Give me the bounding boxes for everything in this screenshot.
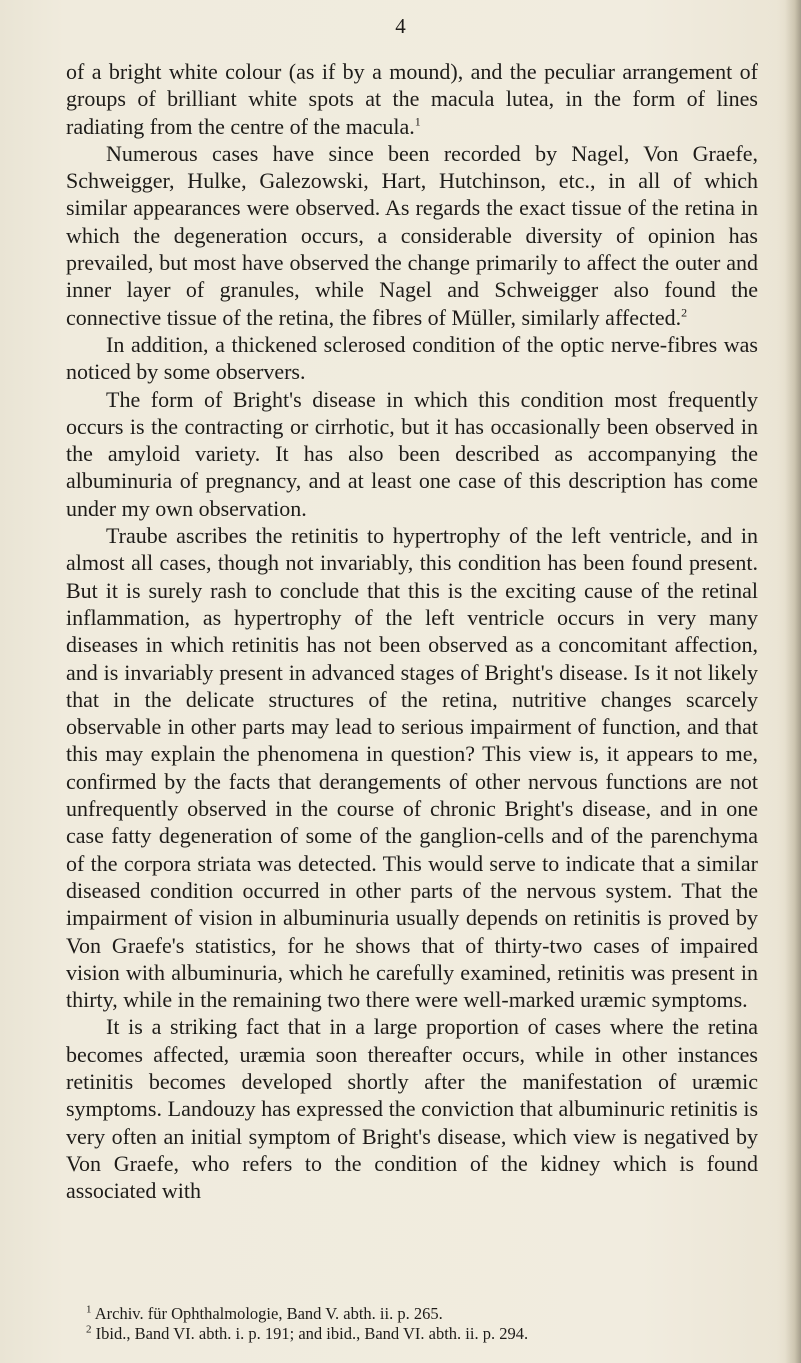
paragraph-3: In addition, a thickened sclerosed condition of the optic nerve-fibres was noticed by some observers. [66, 331, 758, 385]
paragraph-1 [66, 58, 758, 140]
footnote-2-mark: 2 [86, 1323, 92, 1336]
paragraph-4: The form of Bright's disease in which this condition most frequently occurs is the contracting or cirrhotic, but it has occasionally been observed in the amyloid variety. It has also been described as accompanying the albuminuria of pregnancy, and at least one case of this description has come under my own observation. [66, 386, 758, 521]
footnote-ref-2: 2 [681, 305, 688, 320]
paragraph-5: Traube ascribes the retinitis to hypertrophy of the left ventricle, and in almost all cases, though not invariably, this condition has been found present. But it is surely rash to conclude that this is the exciting cause of the retinal inflammation, as hypertrophy of the left ventricle occurs in very many diseases in which retinitis has not been observed as a concomitant affection, and is invariably present in advanced stages of Bright's disease. Is it not likely that in the delicate structures of the retina, nutritive changes scarcely observable in other parts may lead to serious impairment of function, and that this may explain the phenomena in question? This view is, it appears to me, confirmed by the facts that derangements of other nervous functions are not unfrequently observed in the course of chronic Bright's disease, and in one case fatty degeneration of some of the ganglion-cells and of the parenchyma of the corpora striata was detected. This would serve to indicate that a similar diseased condition occurred in other parts of the nervous system. That the impairment of vision in albuminuria usually depends on retinitis is proved by Von Graefe's statistics, for he shows that of thirty-two cases of impaired vision with albuminuria, which he carefully examined, retinitis was present in thirty, while in the remaining two there were well-marked uræmic symptoms. [66, 523, 758, 1013]
page-edge-shadow [785, 0, 801, 1363]
footnote-2 [66, 1324, 758, 1344]
footnotes [66, 1304, 758, 1344]
paragraph-1-text: of a bright white colour (as if by a mound), and the peculiar arrangement of groups of brilliant white spots at the macula lutea, in the form of lines radiating from the centre of the macula. [66, 59, 758, 139]
paragraph-6: It is a striking fact that in a large proportion of cases where the retina becomes affected, uræmia soon thereafter occurs, while in other instances retinitis becomes developed shortly after the manifestation of uræmic symptoms. Landouzy has expressed the conviction that albuminuric retinitis is very often an initial symptom of Bright's disease, which view is negatived by Von Graefe, who refers to the condition of the kidney which is found associated with [66, 1014, 758, 1204]
footnote-2-text: Ibid., Band VI. abth. i. p. 191; and ibid., Band VI. abth. ii. p. 294. [95, 1324, 529, 1343]
footnote-1-text: Archiv. für Ophthalmologie, Band V. abth. ii. p. 265. [94, 1304, 443, 1323]
paragraph-2 [66, 140, 758, 331]
footnote-1 [66, 1304, 758, 1324]
page-number: 4 [395, 14, 406, 38]
paragraph-2-text: Numerous cases have since been recorded by Nagel, Von Graefe, Schweigger, Hulke, Galezowski, Hart, Hutchinson, etc., in all of which similar appearances were observed. As regards the exact tissue of the retina in which the degeneration occurs, a considerable diversity of opinion has prevailed, but most have observed the change primarily to affect the outer and inner layer of granules, while Nagel and Schweigger also found the connective tissue of the retina, the fibres of Müller, similarly affected. [66, 140, 758, 330]
body-text [66, 58, 758, 1204]
footnote-ref-1: 1 [414, 114, 421, 129]
footnote-1-mark: 1 [86, 1303, 92, 1316]
